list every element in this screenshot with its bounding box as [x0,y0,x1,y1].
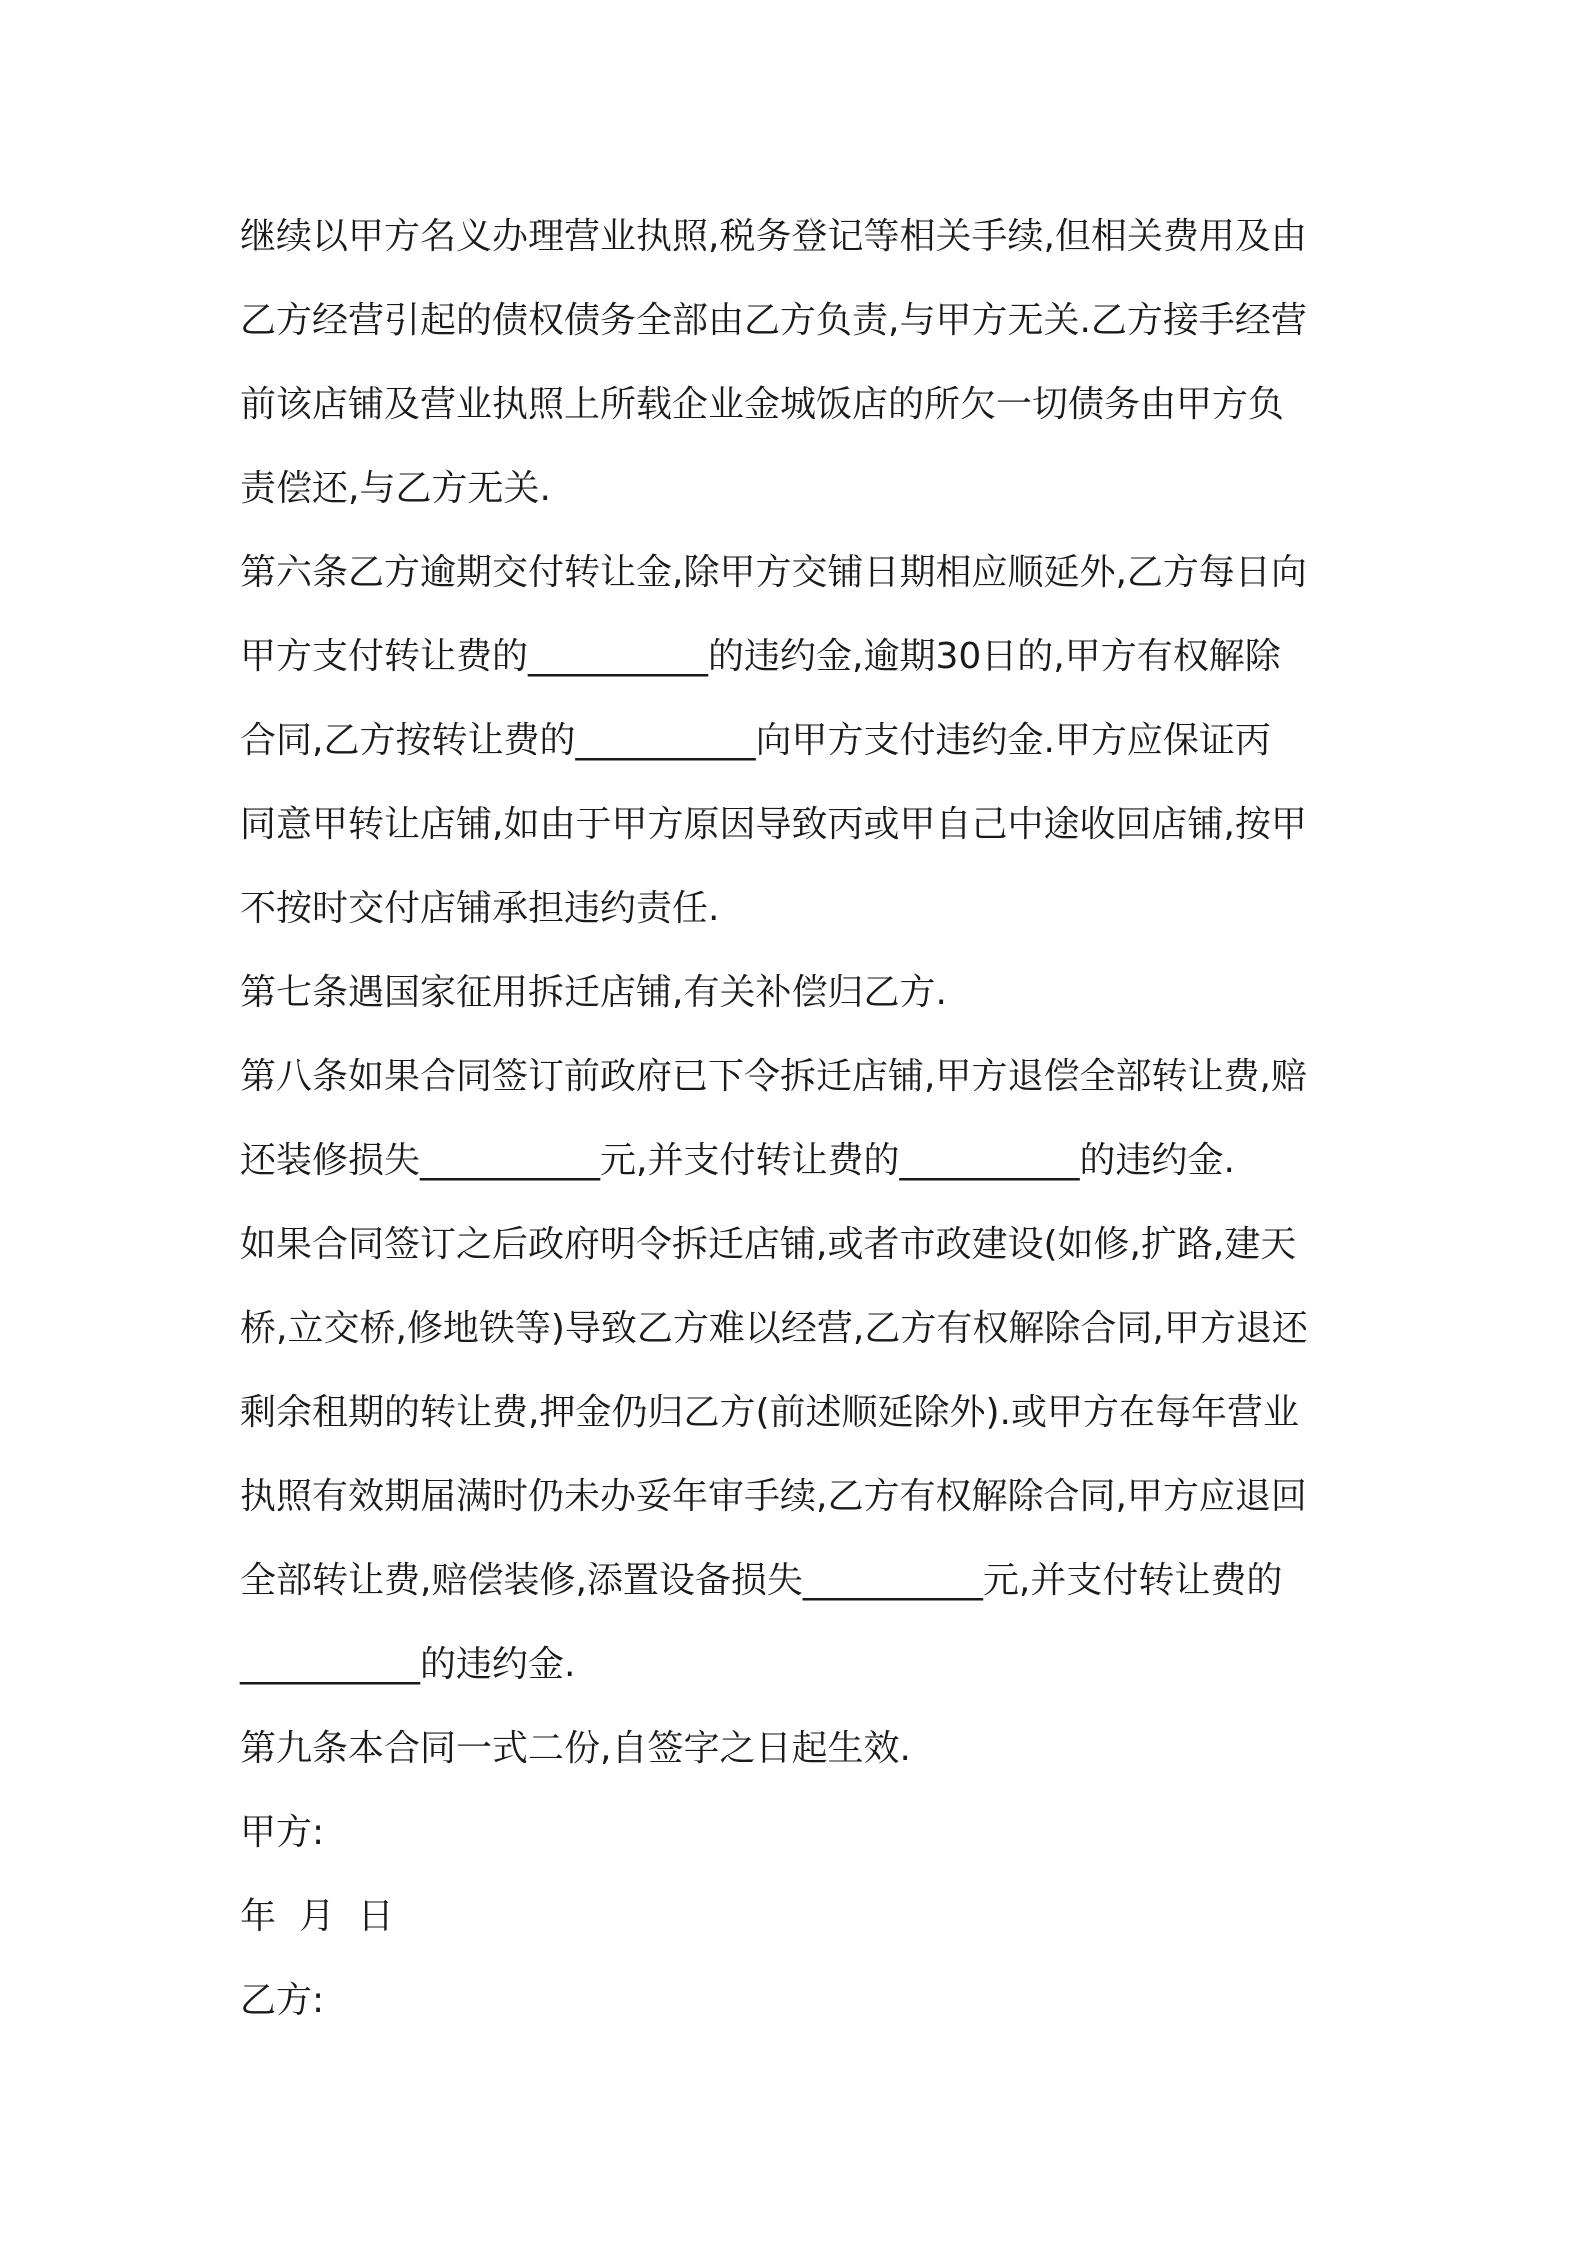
text-line: 如果合同签订之后政府明令拆迁店铺,或者市政建设(如修,扩路,建天 [240,1224,1297,1265]
text-line: __________的违约金. [240,1644,576,1685]
text-line: 还装修损失__________元,并支付转让费的__________的违约金. [240,1140,1235,1181]
date-line: 年 月 日 [240,1896,394,1937]
signature-date [240,1875,1360,1959]
text-line: 桥,立交桥,修地铁等)导致乙方难以经营,乙方有权解除合同,甲方退还 [240,1308,1308,1349]
text-line: 乙方经营引起的债权债务全部由乙方负责,与甲方无关.乙方接手经营 [240,300,1307,341]
text-line: 同意甲转让店铺,如由于甲方原因导致丙或甲自己中途收回店铺,按甲 [240,804,1307,845]
text-line: 剩余租期的转让费,押金仍归乙方(前述顺延除外).或甲方在每年营业 [240,1392,1299,1433]
text-line: 第六条乙方逾期交付转让金,除甲方交铺日期相应顺延外,乙方每日向 [240,552,1307,593]
text-line: 合同,乙方按转让费的__________向甲方支付违约金.甲方应保证丙 [240,720,1271,761]
text-line: 第九条本合同一式二份,自签字之日起生效. [240,1728,911,1769]
paragraph-article-5-continued [240,195,1360,531]
text-line: 责偿还,与乙方无关. [240,468,551,509]
text-line: 第七条遇国家征用拆迁店铺,有关补偿归乙方. [240,972,947,1013]
text-line: 继续以甲方名义办理营业执照,税务登记等相关手续,但相关费用及由 [240,216,1307,257]
paragraph-article-7 [240,951,1360,1035]
party-b-label: 乙方: [240,1980,325,2021]
paragraph-article-9 [240,1707,1360,1791]
text-line: 甲方支付转让费的__________的违约金,逾期30日的,甲方有权解除 [240,636,1281,677]
paragraph-article-6 [240,531,1360,951]
party-a-label: 甲方: [240,1812,325,1853]
signature-party-b [240,1959,1360,2043]
contract-body [240,195,1360,2043]
text-line: 第八条如果合同签订前政府已下令拆迁店铺,甲方退偿全部转让费,赔 [240,1056,1307,1097]
text-line: 全部转让费,赔偿装修,添置设备损失__________元,并支付转让费的 [240,1560,1283,1601]
signature-party-a [240,1791,1360,1875]
paragraph-article-8 [240,1035,1360,1707]
text-line: 不按时交付店铺承担违约责任. [240,888,720,929]
text-line: 前该店铺及营业执照上所载企业金城饭店的所欠一切债务由甲方负 [240,384,1285,425]
text-line: 执照有效期届满时仍未办妥年审手续,乙方有权解除合同,甲方应退回 [240,1476,1307,1517]
